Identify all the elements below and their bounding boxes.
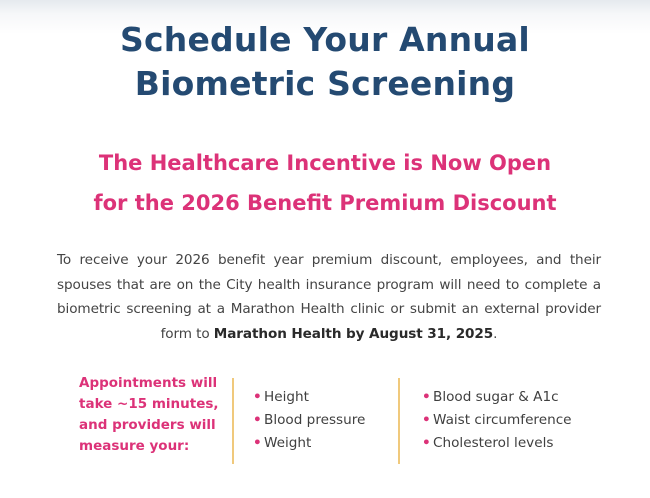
appointment-callout: Appointments will take ~15 minutes, and providers will measure your: [79, 375, 219, 454]
measures-list-2 [422, 386, 572, 455]
bullet-icon: • [253, 389, 262, 405]
subtitle-line-2: for the 2026 Benefit Premium Discount [93, 191, 557, 215]
measure-label: Cholesterol levels [433, 435, 554, 451]
measure-item-weight [253, 432, 365, 455]
bullet-icon: • [422, 412, 431, 428]
measure-label: Weight [264, 435, 312, 451]
subtitle-line-1: The Healthcare Incentive is Now Open [98, 151, 552, 175]
measure-item-height [253, 386, 365, 409]
bullet-icon: • [422, 389, 431, 405]
bullet-icon: • [253, 412, 262, 428]
measure-item-blood-pressure [253, 409, 365, 432]
measure-label: Blood sugar & A1c [433, 389, 559, 405]
title-line-1: Schedule Your Annual [120, 20, 530, 59]
deadline-emphasis: Marathon Health by August 31, 2025 [213, 325, 494, 342]
measure-item-cholesterol [422, 432, 572, 455]
measure-item-blood-sugar [422, 386, 572, 409]
column-divider-2 [398, 378, 400, 464]
instructions-text: To receive your 2026 benefit year premium discount, employees, and their spouses that are on the City health insurance program will need to complete a biometric screening at a Marathon Health clinic or submit an external provider form to [57, 252, 601, 342]
measures-list-1 [253, 386, 365, 455]
measure-label: Blood pressure [264, 412, 366, 428]
instructions-end: . [493, 325, 498, 342]
measure-item-waist [422, 409, 572, 432]
measure-label: Waist circumference [433, 412, 572, 428]
title-line-2: Biometric Screening [134, 64, 516, 103]
page-title [0, 18, 650, 106]
incentive-subtitle [0, 143, 650, 223]
measure-label: Height [264, 389, 309, 405]
bullet-icon: • [253, 435, 262, 451]
instructions-paragraph [57, 248, 601, 346]
bullet-icon: • [422, 435, 431, 451]
column-divider-1 [232, 378, 234, 464]
